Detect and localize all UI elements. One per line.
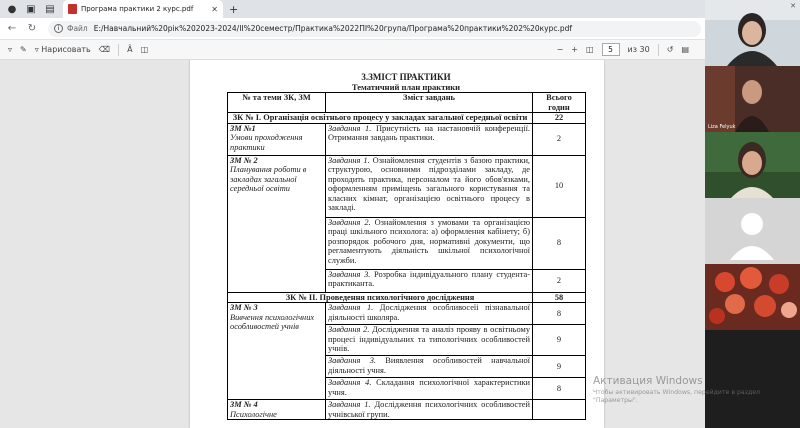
plan-table: [227, 92, 586, 420]
draw-icon: ▿: [34, 45, 42, 54]
task-label: Завдання 2.: [328, 217, 371, 227]
col-header: № та теми ЗК, ЗМ: [228, 93, 326, 113]
person-video: [705, 0, 800, 66]
section-heading: 3.ЗМІСТ ПРАКТИКИ: [361, 72, 451, 82]
document-content: [227, 72, 585, 420]
zm-cell: [228, 303, 326, 400]
hours-cell: 8: [533, 378, 586, 400]
view-icon[interactable]: ◫: [140, 45, 149, 54]
fit-page-icon[interactable]: ◫: [585, 45, 594, 54]
url-text: E:/Навчальний%20рік%202023-2024/ІІ%20семестр/Практика%2022ПІ%20група/Програма%20практики%202%20курс.pdf: [93, 24, 573, 33]
address-bar-row: [0, 18, 705, 40]
task-cell: [326, 155, 533, 217]
draw-label: Нарисовать: [41, 45, 91, 54]
pdf-viewer[interactable]: [0, 60, 705, 428]
hours-cell: 8: [533, 303, 586, 325]
task-label: Завдання 4.: [328, 378, 372, 387]
task-text: Присутність на настановчій конференції. Отримання завдань практики.: [328, 123, 531, 142]
col-header: Зміст завдань: [326, 93, 533, 113]
flowers-image: [705, 264, 800, 330]
pdf-toolbar: [0, 40, 705, 60]
zm-cell: [228, 400, 326, 420]
address-label: Файл: [67, 24, 88, 33]
participant-video-main[interactable]: [705, 0, 800, 66]
task-label: Завдання 2.: [328, 325, 370, 334]
workspaces-icon[interactable]: ▣: [26, 3, 36, 15]
task-label: Завдання 3.: [328, 269, 371, 279]
task-cell: [326, 378, 533, 400]
task-label: Завдання 1.: [328, 123, 372, 133]
table-row: [228, 123, 586, 155]
task-text: Дослідження особливосеїі пізнавальної діяльності школяра.: [328, 303, 531, 322]
person-video: [705, 132, 800, 198]
close-tab-icon[interactable]: ✕: [211, 4, 218, 14]
task-text: Ознайомлення студентів з базою практики, структурою, основними підрозділами закладу, де проходить практика, персоналом та його обов'язками, оформленням приміщень загального користування та класних кімнат, організацією освітнього процесу в закладі.: [328, 155, 531, 212]
erase-icon[interactable]: ⌫: [98, 45, 111, 54]
close-icon[interactable]: ✕: [790, 2, 796, 10]
zm-number: ЗМ № 4: [230, 400, 258, 409]
task-cell: [326, 325, 533, 356]
zm-title: Планування роботи в закладах загальної середньої освіти: [230, 165, 307, 193]
table-row: [228, 303, 586, 325]
divider: [118, 44, 119, 56]
participant-video-5[interactable]: [705, 264, 800, 330]
rotate-icon[interactable]: ↺: [666, 45, 674, 54]
task-text: Складання психологічної характеристики учня.: [328, 378, 531, 397]
hours-cell: 2: [533, 123, 586, 155]
section-row: [228, 292, 586, 303]
hours-cell: 8: [533, 217, 586, 269]
hours-cell: 10: [533, 155, 586, 217]
video-call-sidebar: [705, 0, 800, 428]
back-icon[interactable]: ←: [7, 23, 17, 34]
zm-title: Психологічне: [230, 409, 277, 419]
task-cell: [326, 356, 533, 378]
zm-number: ЗМ № 2: [230, 155, 258, 165]
refresh-icon[interactable]: ↻: [27, 23, 37, 34]
zoom-out-icon[interactable]: −: [556, 45, 564, 54]
task-text: Дослідження психологічних особливостей учнівської групи.: [328, 400, 531, 419]
hours-cell: 2: [533, 269, 586, 292]
section-hours: 22: [533, 113, 586, 124]
hours-cell: [533, 400, 586, 420]
zm-number: ЗМ №1: [230, 123, 256, 133]
task-cell: [326, 303, 533, 325]
section-title: ЗК № ІІ. Проведення психологічного дослідження: [228, 292, 533, 303]
zm-cell: [228, 155, 326, 292]
plan-subheading: Тематичний план практики: [351, 82, 461, 92]
zm-title: Умови проходження практики: [230, 133, 303, 152]
tab-active[interactable]: [63, 0, 223, 18]
tab-actions-icon[interactable]: ▤: [45, 3, 55, 15]
profile-icon[interactable]: ●: [7, 3, 17, 15]
task-text: Виявлення особливостей навчальної діяльності учня.: [328, 356, 531, 375]
table-row: [228, 155, 586, 217]
zm-cell: [228, 123, 326, 155]
filter-icon[interactable]: ▿: [8, 45, 13, 54]
pdf-icon: [68, 4, 77, 14]
task-cell: [326, 123, 533, 155]
person-video: [705, 66, 800, 132]
tab-title: Програма практики 2 курс.pdf: [81, 5, 194, 13]
tab-bar: [0, 0, 705, 18]
highlight-icon[interactable]: ✎: [20, 45, 27, 54]
draw-button[interactable]: [35, 45, 91, 54]
zm-title: Вивчення психологічних особливостей учнів: [230, 312, 315, 331]
section-row: [228, 113, 586, 124]
read-aloud-icon[interactable]: Ȃ: [127, 45, 133, 54]
participant-video-liza[interactable]: [705, 66, 800, 132]
task-text: Ознайомлення з умовами та організацією праці шкільного психолога: а) оформлення кабінету; б) розпорядок робочого дня, нормативні документи, що регламентують діяльність шкільної психологічної служби.: [328, 217, 531, 265]
participant-video-3[interactable]: [705, 132, 800, 198]
section-title: ЗК № І. Організація освітнього процесу у закладах загальної середньої освіти: [228, 113, 533, 124]
task-cell: [326, 269, 533, 292]
hours-cell: 9: [533, 325, 586, 356]
two-page-icon[interactable]: ▤: [681, 45, 689, 54]
task-text: Розробка індивідуального плану студента-практиканта.: [328, 269, 530, 288]
task-label: Завдання 1.: [328, 303, 374, 312]
participant-name: Liza Felyuk: [708, 124, 736, 130]
zoom-in-icon[interactable]: +: [571, 45, 578, 54]
new-tab-icon[interactable]: +: [229, 2, 239, 16]
task-cell: [326, 217, 533, 269]
hours-cell: 9: [533, 356, 586, 378]
zm-number: ЗМ № 3: [230, 303, 258, 312]
task-label: Завдання 3.: [328, 356, 376, 365]
divider: [658, 44, 659, 56]
section-hours: 58: [533, 292, 586, 303]
task-label: Завдання 1.: [328, 155, 370, 165]
col-header: Всього годин: [533, 93, 586, 113]
table-header-row: [228, 93, 586, 113]
task-label: Завдання 1.: [328, 400, 371, 409]
page-number-input[interactable]: 5: [602, 43, 620, 56]
page-total: из 30: [627, 45, 650, 54]
task-text: Дослідження та аналіз прояву в освітньому процесі індивідуальних та типологічних особливостей учнів.: [328, 325, 531, 353]
activation-watermark-title: Активация Windows: [593, 375, 703, 387]
pdf-page: [190, 60, 604, 428]
avatar-icon: [705, 198, 800, 264]
address-bar[interactable]: [48, 21, 701, 37]
participant-avatar-placeholder[interactable]: [705, 198, 800, 264]
activation-watermark-text: Чтобы активировать Windows, перейдите в раздел "Параметры".: [593, 389, 760, 404]
info-icon[interactable]: i: [54, 24, 63, 33]
task-cell: [326, 400, 533, 420]
table-row: [228, 400, 586, 420]
